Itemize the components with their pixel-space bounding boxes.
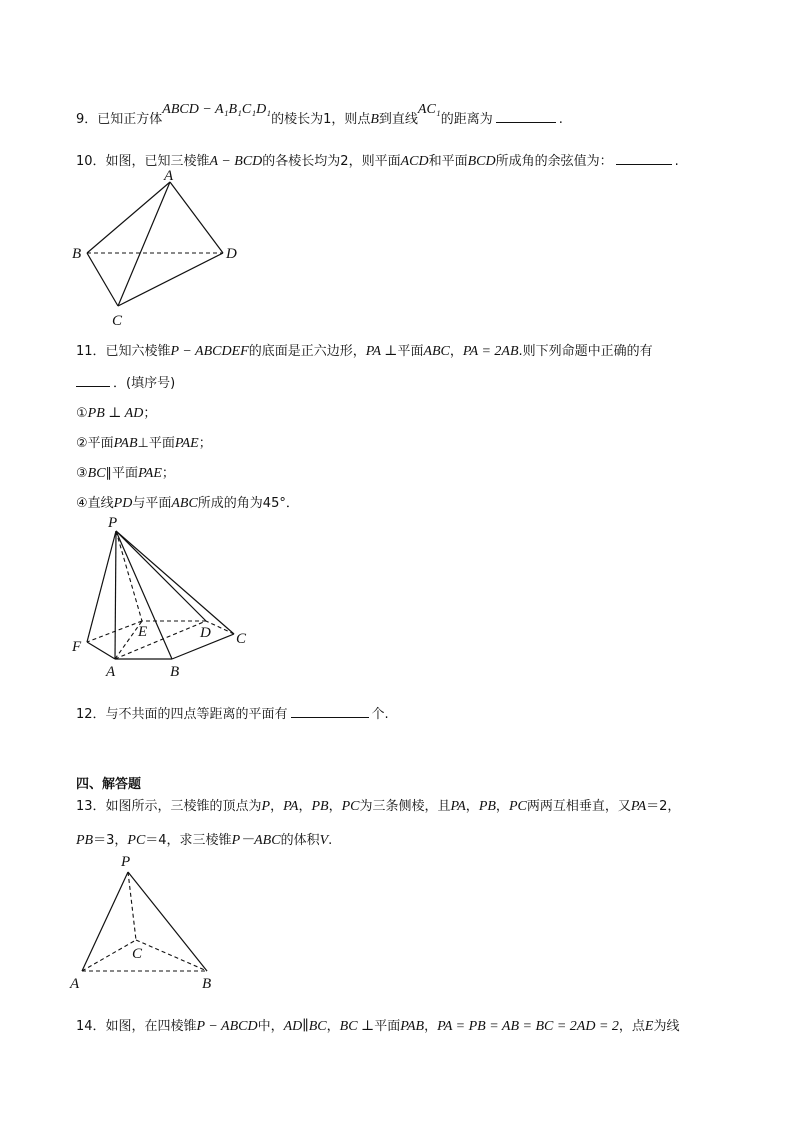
q11-label-b: B (170, 664, 180, 680)
q14-point-e: E (644, 1019, 654, 1034)
q11-plane-abc: ABC (423, 344, 450, 359)
q11-label-p: P (108, 515, 118, 531)
q11-opt4-num: ④直线 (76, 496, 114, 511)
q10-text-1: 的各棱长均为2，则平面 (262, 154, 401, 169)
q9-cube-expr: ABCD − A₁B₁C₁D₁ (162, 102, 272, 117)
q13-text-4: ＝2， (646, 799, 681, 814)
q11-option-4 (76, 492, 299, 512)
q13-pc-2: PC (508, 799, 527, 814)
q13-pc: PC (341, 799, 360, 814)
q13-pc-3: PC (127, 833, 146, 848)
q10-text-3: 所成角的余弦值为： (495, 154, 613, 169)
q11-opt1-end: ； (143, 406, 157, 421)
q9-line-expr: AC₁ (417, 102, 441, 117)
q11-opt3-end: ； (161, 466, 175, 481)
q9-text-1: 的棱长为1，则点 (271, 112, 371, 127)
q10-pyramid-expr: A − BCD (209, 154, 263, 169)
q13-pa-2: PA (450, 799, 466, 814)
q10-edge-bc (87, 253, 118, 306)
q13-pb-3: PB (76, 833, 94, 848)
q10-text-2: 和平面 (428, 154, 468, 169)
q10-end: . (674, 154, 679, 169)
q14-perp-expr: BC ⊥ (339, 1019, 375, 1034)
q11-opt2-end: ； (198, 436, 212, 451)
q11-edge-ef-hidden (87, 621, 142, 642)
q13-pyramid-expr: P－ABC (231, 833, 281, 848)
q11-text-4: .则下列命题中正确的有 (518, 344, 653, 359)
q13-text-7: 的体积 (280, 833, 320, 848)
q10-number-text: 10．如图，已知三棱锥 (76, 154, 210, 169)
q13-label-c: C (132, 946, 143, 962)
q11-opt4-t1: 与平面 (132, 496, 172, 511)
question-12 (76, 703, 389, 722)
q13-edge-pa (82, 872, 128, 971)
q11-opt2-t1: ⊥平面 (137, 436, 175, 451)
q14-text-6: 为线 (653, 1019, 680, 1034)
q13-text-3: 两两互相垂直，又 (526, 799, 631, 814)
q13-comma-5: ， (495, 799, 509, 814)
q13-label-a: A (70, 976, 80, 992)
q14-text-5: ，点 (618, 1019, 645, 1034)
q10-plane-bcd: BCD (467, 154, 496, 169)
q11-pyramid-expr: P − ABCDEF (170, 344, 249, 359)
q13-pb: PB (311, 799, 329, 814)
q13-pa: PA (283, 799, 299, 814)
q11-edge-pa (115, 531, 116, 659)
q9-number-text: 9．已知正方体 (76, 112, 163, 127)
q11-opt4-e1: PD (113, 496, 133, 511)
q14-plane-pab: PAB (400, 1019, 425, 1034)
q14-length-expr: PA = PB = AB = BC = 2AD = 2 (437, 1019, 619, 1034)
q11-text-1: 的底面是正六边形， (248, 344, 366, 359)
q11-perp-expr: PA ⊥ (365, 344, 398, 359)
q9-text-2: 到直线 (378, 112, 418, 127)
q13-label-p: P (121, 854, 131, 870)
q10-label-c: C (112, 313, 123, 329)
q10-answer-blank[interactable] (616, 152, 672, 165)
q14-parallel-expr: AD∥BC (283, 1019, 327, 1034)
q11-opt4-e2: ABC (171, 496, 198, 511)
q11-opt2-e1: PAB (113, 436, 138, 451)
q11-length-expr: PA = 2AB (462, 344, 519, 359)
q13-tetrahedron-figure (66, 850, 226, 990)
q11-label-f: F (72, 639, 82, 655)
q14-text-4: ， (424, 1019, 438, 1034)
q10-edge-ac (118, 182, 170, 306)
q12-answer-blank[interactable] (291, 705, 369, 718)
q11-opt3-num: ③ (76, 466, 88, 481)
question-10 (76, 150, 679, 170)
q9-point-b: B (370, 112, 379, 127)
q13-comma-3: ， (328, 799, 342, 814)
q11-number-text: 11．已知六棱锥 (76, 344, 171, 359)
q13-edge-ac-hidden (82, 940, 136, 971)
q14-text-1: 中， (257, 1019, 284, 1034)
q13-p: P (261, 799, 271, 814)
q11-label-d: D (200, 625, 211, 641)
q11-opt3-t1: ∥平面 (105, 466, 139, 481)
q10-edge-cd (118, 253, 223, 306)
q11-edge-pc (116, 531, 234, 634)
q11-label-e: E (138, 624, 148, 640)
q10-tetrahedron-figure (60, 168, 260, 332)
q11-opt4-end: 所成的角为45°． (197, 496, 299, 511)
q11-opt1-expr: PB ⊥ AD (87, 406, 144, 421)
q11-label-a: A (106, 664, 116, 680)
q11-option-3 (76, 462, 175, 482)
q13-comma-1: ， (270, 799, 284, 814)
q14-number-text: 14．如图，在四棱锥 (76, 1019, 197, 1034)
q11-opt1-num: ① (76, 406, 88, 421)
question-11-line-2 (76, 372, 175, 391)
q11-option-1 (76, 402, 156, 422)
q10-edge-ab (87, 182, 170, 253)
q13-pa-3: PA (630, 799, 647, 814)
q9-answer-blank[interactable] (496, 110, 556, 123)
q11-opt3-e2: PAE (138, 466, 162, 481)
question-9 (76, 102, 563, 128)
question-11 (76, 340, 653, 360)
q13-text-6: ＝4，求三棱锥 (145, 833, 232, 848)
q11-option-2 (76, 432, 212, 452)
q11-answer-blank[interactable] (76, 374, 110, 387)
q13-end: . (328, 833, 333, 848)
q11-opt3-e1: BC (87, 466, 106, 481)
q11-edge-fa (87, 642, 115, 659)
question-13 (76, 795, 680, 815)
q11-text-2: 平面 (397, 344, 424, 359)
q13-text-1: 13．如图所示，三棱锥的顶点为 (76, 799, 262, 814)
q13-v: V (319, 833, 329, 848)
section-heading: 四、解答题 (76, 777, 142, 792)
q11-edge-pf (87, 531, 116, 642)
q11-text-3: ， (449, 344, 463, 359)
q13-label-b: B (202, 976, 212, 992)
question-14 (76, 1015, 680, 1035)
q11-end: ．(填序号) (113, 376, 176, 391)
q11-label-c: C (236, 631, 247, 647)
q11-opt2-num: ②平面 (76, 436, 114, 451)
q10-label-a: A (164, 168, 174, 184)
q14-text-2: ， (326, 1019, 340, 1034)
q13-pb-2: PB (478, 799, 496, 814)
q13-edge-pc-hidden (128, 872, 136, 940)
q11-edge-pd (116, 531, 206, 621)
q11-hexagonal-pyramid-figure (60, 515, 260, 680)
q10-label-d: D (226, 246, 237, 262)
q10-plane-acd: ACD (400, 154, 429, 169)
q9-end: . (558, 112, 563, 127)
q11-opt2-e2: PAE (174, 436, 199, 451)
q13-text-5: ＝3， (93, 833, 128, 848)
q12-end: 个. (371, 707, 389, 722)
q13-comma-2: ， (298, 799, 312, 814)
q10-edge-ad (170, 182, 223, 253)
q13-comma-4: ， (465, 799, 479, 814)
q14-text-3: 平面 (374, 1019, 401, 1034)
q12-text: 12．与不共面的四点等距离的平面有 (76, 707, 288, 722)
q13-edge-cb-hidden (136, 940, 207, 971)
q9-text-3: 的距离为 (440, 112, 493, 127)
q13-text-2: 为三条侧棱，且 (359, 799, 451, 814)
q14-pyramid-expr: P − ABCD (196, 1019, 258, 1034)
q10-label-b: B (72, 246, 82, 262)
question-13-line-2 (76, 829, 332, 849)
